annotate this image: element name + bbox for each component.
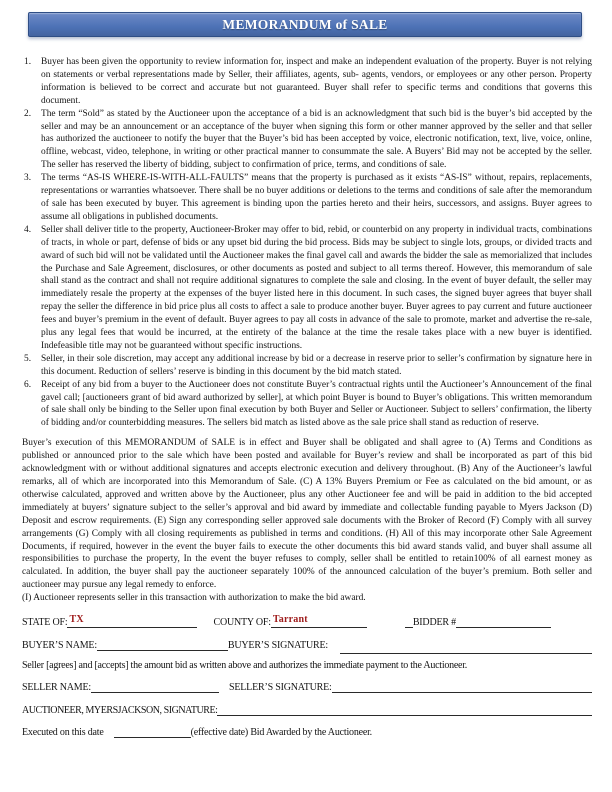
term-number: 1.: [24, 57, 32, 67]
buyer-name-field[interactable]: [97, 637, 228, 651]
auctioneer-row: [22, 702, 592, 716]
term-item-1: [22, 56, 592, 108]
page-title: MEMORANDUM of SALE: [222, 16, 388, 32]
executed-date-row: [22, 724, 592, 738]
state-of-label: STATE OF:: [22, 617, 68, 629]
term-number: 6.: [24, 379, 32, 390]
auctioneer-representation-note: (I) Auctioneer represents seller in this transaction with authorization to make the bid award.: [22, 593, 366, 604]
term-number: 3.: [24, 173, 32, 184]
state-field[interactable]: [67, 614, 197, 628]
signature-form: [22, 614, 592, 738]
term-number: 5.: [24, 353, 32, 364]
state-county-bidder-row: [22, 614, 592, 628]
buyer-row: [22, 637, 592, 651]
state-value: TX: [69, 614, 84, 626]
term-item-2: [22, 108, 592, 173]
auctioneer-signature-field[interactable]: [217, 702, 592, 716]
title-banner: [28, 12, 582, 37]
executed-date-label: Executed on this date: [22, 727, 104, 739]
bidder-number-field[interactable]: [456, 614, 551, 628]
bidder-pre-line[interactable]: [405, 614, 413, 628]
seller-name-field[interactable]: [91, 679, 219, 693]
term-item-5: [22, 353, 592, 379]
seller-signature-field[interactable]: [332, 679, 592, 693]
buyer-signature-field[interactable]: [340, 640, 592, 654]
execution-paragraph: Buyer’s execution of this MEMORANDUM of SALE is in effect and Buyer shall be obligated and shall agree to (A) Terms and Conditions as published or announced prior to the sale which have been posted and available for Buyer’s review and shall be incorporated as part of this bid acknowledgment with or without additional signatures and accepts electronic execution and delivery throughout. (B) Any of the Auctioneer’s lawful remarks, all of which are incorporated into this Memorandum of Sale. (C) A 13% Buyers Premium or Fee as calculated on the bid amount, or as otherwise calculated, approved and written above by the Auctioneer, plus any other Auctioneer fee and will be paid in addition to the bid accepted immediately at buyers’ signature subject to the seller’s approval and bid award by immediate and collectable funding payable to Myers Jackson (D) Deposit and escrow requirements. (E) Sign any corresponding seller approved sale documents with the Broker of Record (F) Comply with all survey arrangements (G) Comply with all closing requirements as published in terms and conditions. (H) All of this may incorporate other Sale Agreement Documents, if required, however in the event the buyer fails to execute the other documents this bid award stands valid, and buyer shall assume all responsibilities to purchase the property, In the event the buyer refuses to comply, seller shall be entitled to retain100% of all earnest money as calculated. In addition, the buyer shall pay the auctioneer separately 100% of the announced calculation of the buyer’s premium. Both seller and auctioneer may pursue any legal remedy to enforce.: [22, 438, 592, 591]
buyer-name-label: BUYER’S NAME:: [22, 639, 97, 651]
buyer-signature-label: BUYER’S SIGNATURE:: [227, 639, 328, 651]
term-number: 2.: [24, 108, 32, 119]
executed-date-field[interactable]: [114, 724, 191, 738]
county-field[interactable]: [271, 614, 367, 628]
executed-date-suffix: (effective date) Bid Awarded by the Auctioneer.: [190, 727, 372, 739]
term-text: Seller shall deliver title to the property, Auctioneer-Broker may offer to bid, rebid, or counterbid on any property in individual tracts, combinations of tracts, in whole or part, defense of bids or any upset bid during the bid process. Bids may be subject to single lots, groups, or divided tracts and award of such bid will not be validated until the Auctioneer makes the final gavel call and awards the bidder the sale as memorialized that includes the Purchase and Sale Agreement, disclosures, or other documents as posted and subject to all terms thereof. However, this memorandum of sale shall stand as the contract and shall not require additional signatures to complete the sale and closing. In the event of buyer default, the seller may immediately resale the property at the expenses of the buyer listed here in this document. In such cases, the signed buyer agrees that buyer shall repay the seller the difference in bid price plus all costs to affect a sale to produce another buyer. Buyer agrees to pay current and future auctioneer fees and buyer’s premium in the event of default. Buyer agrees to pay all costs in advance of the sale to promote, market and advertise the re-sale, plus any legal fees that would be incurred, at the entirety of the balance at the time the resale takes place with a new buyer is identified. Indefeasible title may not be guaranteed without specific instructions.: [41, 224, 592, 351]
seller-signature-label: SELLER’S SIGNATURE:: [229, 682, 332, 694]
term-text: The terms “AS-IS WHERE-IS-WITH-ALL-FAULTS” means that the property is purchased as it exists “AS-IS” without, repairs, replacements, representations or warranties whatsoever. There shall be no buyer additions or deletions to the terms and conditions of sale after the memorandum of sale has been executed by buyer. This agreement is binding upon the parties hereto and their heirs, successors, and assigns. Buyer agrees to assume all obligations in published documents.: [41, 173, 592, 222]
term-text: Seller, in their sole discretion, may accept any additional increase by bid or a decrease in reserve prior to seller’s confirmation by signature here in this document. Reduction of sellers’ reserve is binding in this document by the bid match stated.: [41, 353, 592, 377]
bidder-number-label: BIDDER #: [412, 617, 456, 629]
term-text: The term “Sold” as stated by the Auctioneer upon the acceptance of a bid is an acknowledgment that such bid is the buyer’s bid accepted by the seller and may be an announcement or an acceptance of the buyer when signing this form or other manner approved by the seller and that seller has authorized the auctioneer to notify the buyer that the Buyer’s bid has been accepted by voice, electronic notification, text, live, voice, online, offline, webcast, video, telephone, in writing or other practical manner to consummate the sale. A Buyers’ Bid may not be accepted by the seller. The seller has reserved the liberty of bidding, subject to confirmation of price, terms, and conditions of sale.: [41, 108, 592, 171]
seller-row: [22, 679, 592, 693]
term-item-6: [22, 379, 592, 431]
seller-agreement-statement: Seller [agrees] and [accepts] the amount bid as written above and authorizes the immediate payment to the Auctioneer.: [22, 659, 468, 671]
term-item-3: [22, 172, 592, 224]
county-of-label: COUNTY OF:: [213, 617, 271, 629]
auctioneer-signature-label: AUCTIONEER, MYERSJACKSON, SIGNATURE:: [22, 704, 218, 716]
term-text: Buyer has been given the opportunity to review information for, inspect and make an independent evaluation of the property. Buyer is not relying on statements or verbal representations made by Seller, their affiliates, agents, sub- agents, vendors, or employees or any other person. Property information is believed to be correct and accurate but not guaranteed. Buyer shall refer to specific terms and conditions that governs this document.: [41, 57, 592, 106]
document-body: [22, 56, 592, 738]
terms-list: [22, 56, 592, 430]
term-item-4: [22, 224, 592, 353]
seller-name-label: SELLER NAME:: [22, 682, 91, 694]
term-text: Receipt of any bid from a buyer to the Auctioneer does not constitute Buyer’s contractual rights until the Auctioneer’s Announcement of the final gavel call; [auctioneers grant of bid award authorized by seller], at which point Buyer is bound to Buyer’s obligations. This written memorandum of sale shall only be binding to the Seller upon final execution by both Buyer and Seller or Auctioneer. Subject to sellers’ confirmation, the liberty of bidding and/or counterbidding measures. The sellers bid match as listed above as the sale price shall stand as reduction of reserve.: [41, 379, 592, 429]
county-value: Tarrant: [272, 614, 308, 626]
term-number: 4.: [24, 224, 32, 235]
